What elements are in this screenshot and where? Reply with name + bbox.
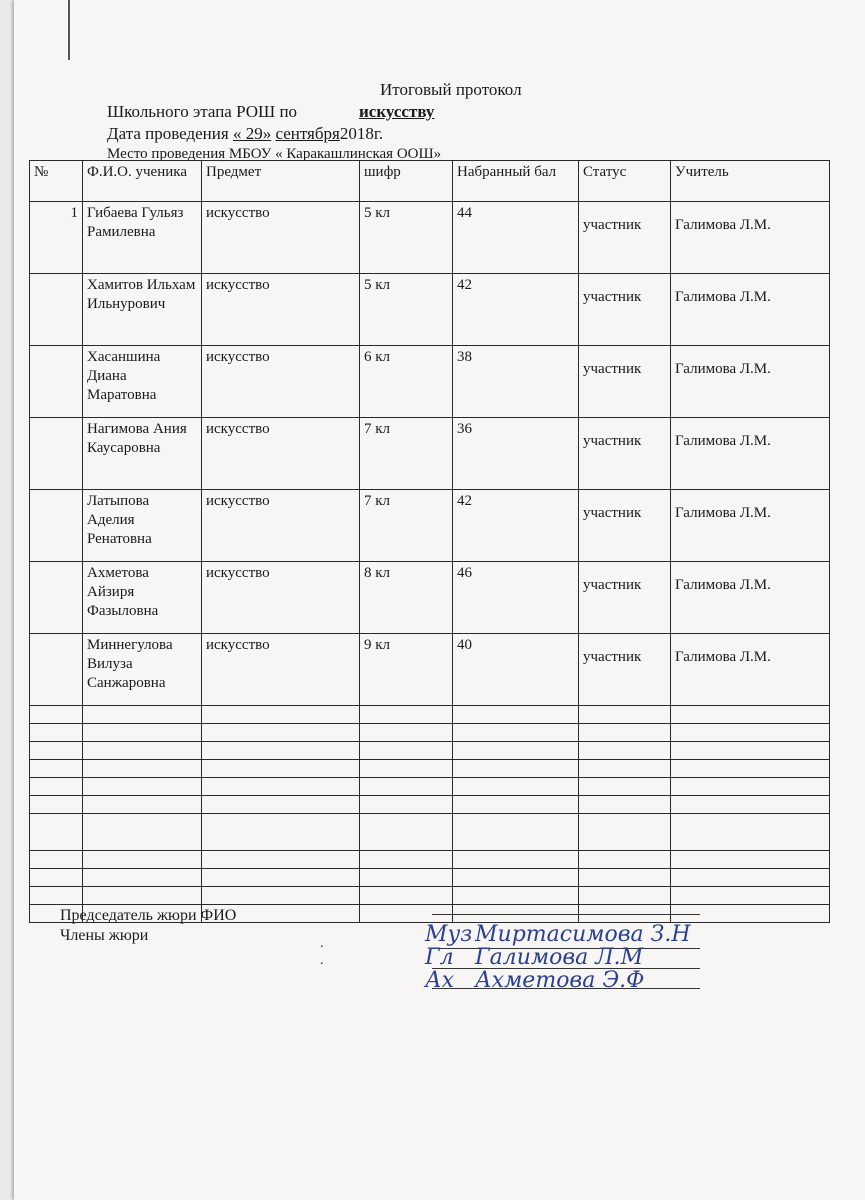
- cell-code: 5 кл: [360, 202, 453, 274]
- cell-teacher: Галимова Л.М.: [671, 562, 830, 634]
- cell-score: 36: [453, 418, 579, 490]
- handwritten-signature: Гл Галимова Л.М: [425, 945, 644, 970]
- empty-row: [30, 869, 830, 887]
- empty-row: [30, 851, 830, 869]
- cell-name: Нагимова Ания Каусаровна: [83, 418, 202, 490]
- cell-name: Миннегулова Вилуза Санжаровна: [83, 634, 202, 706]
- cell-status: участник: [579, 418, 671, 490]
- cell-teacher: Галимова Л.М.: [671, 274, 830, 346]
- table-header-row: [30, 161, 830, 202]
- cell-subject: искусство: [202, 202, 360, 274]
- empty-row: [30, 796, 830, 814]
- col-header-name: Ф.И.О. ученика: [83, 161, 202, 202]
- document-title: Итоговый протокол: [380, 80, 522, 99]
- cell-teacher: Галимова Л.М.: [671, 418, 830, 490]
- cell-number: [30, 562, 83, 634]
- col-header-subject: Предмет: [202, 161, 360, 202]
- dot-mark: .: [320, 953, 324, 968]
- cell-status: участник: [579, 634, 671, 706]
- col-header-status: Статус: [579, 161, 671, 202]
- cell-name: Латыпова Аделия Ренатовна: [83, 490, 202, 562]
- table-row: [30, 274, 830, 346]
- stage-label: Школьного этапа РОШ по: [107, 102, 298, 121]
- empty-row: [30, 887, 830, 905]
- dot-mark: .: [320, 936, 324, 951]
- cell-subject: искусство: [202, 274, 360, 346]
- date-line: [107, 124, 383, 144]
- cell-number: [30, 634, 83, 706]
- page-edge-line: [68, 0, 70, 60]
- cell-subject: искусство: [202, 346, 360, 418]
- handwritten-signature: Ах Ахметова Э.Ф: [425, 968, 645, 993]
- date-month: сентября: [275, 124, 340, 143]
- cell-score: 44: [453, 202, 579, 274]
- cell-status: участник: [579, 202, 671, 274]
- cell-score: 38: [453, 346, 579, 418]
- date-label: Дата проведения: [107, 124, 229, 143]
- cell-teacher: Галимова Л.М.: [671, 346, 830, 418]
- jury-chair-label: Председатель жюри ФИО: [60, 907, 237, 924]
- empty-row: [30, 778, 830, 796]
- col-header-score: Набранный бал: [453, 161, 579, 202]
- jury-members-label: Члены жюри: [60, 927, 149, 944]
- table-row: [30, 418, 830, 490]
- cell-number: [30, 490, 83, 562]
- cell-subject: искусство: [202, 562, 360, 634]
- cell-name: Ахметова Айзиря Фазыловна: [83, 562, 202, 634]
- cell-status: участник: [579, 274, 671, 346]
- col-header-number: №: [30, 161, 83, 202]
- table-row: [30, 562, 830, 634]
- cell-subject: искусство: [202, 490, 360, 562]
- cell-score: 42: [453, 490, 579, 562]
- cell-code: 6 кл: [360, 346, 453, 418]
- col-header-teacher: Учитель: [671, 161, 830, 202]
- results-table: [29, 160, 830, 923]
- empty-row: [30, 814, 830, 851]
- cell-code: 9 кл: [360, 634, 453, 706]
- empty-row: [30, 724, 830, 742]
- col-header-code: шифр: [360, 161, 453, 202]
- cell-name: Хасаншина Диана Маратовна: [83, 346, 202, 418]
- signature-line: [432, 914, 700, 915]
- table-row: [30, 346, 830, 418]
- cell-number: [30, 418, 83, 490]
- cell-score: 46: [453, 562, 579, 634]
- cell-name: Хамитов Ильхам Ильнурович: [83, 274, 202, 346]
- cell-name: Гибаева Гульяз Рамилевна: [83, 202, 202, 274]
- empty-row: [30, 760, 830, 778]
- handwritten-signature: Муз Миртасимова З.Н: [425, 922, 691, 947]
- cell-score: 42: [453, 274, 579, 346]
- cell-subject: искусство: [202, 418, 360, 490]
- cell-status: участник: [579, 490, 671, 562]
- cell-score: 40: [453, 634, 579, 706]
- date-year: 2018г.: [339, 124, 384, 143]
- date-day: « 29»: [232, 124, 272, 143]
- cell-status: участник: [579, 346, 671, 418]
- cell-code: 8 кл: [360, 562, 453, 634]
- table-row: [30, 490, 830, 562]
- cell-code: 7 кл: [360, 490, 453, 562]
- cell-teacher: Галимова Л.М.: [671, 490, 830, 562]
- cell-number: [30, 274, 83, 346]
- subject-name: искусству: [359, 102, 435, 121]
- venue-line: Место проведения МБОУ « Каракашлинская ООШ»: [107, 146, 442, 162]
- cell-teacher: Галимова Л.М.: [671, 634, 830, 706]
- cell-code: 5 кл: [360, 274, 453, 346]
- stage-line: [107, 102, 435, 122]
- cell-teacher: Галимова Л.М.: [671, 202, 830, 274]
- cell-number: 1: [30, 202, 83, 274]
- cell-number: [30, 346, 83, 418]
- table-row: [30, 634, 830, 706]
- empty-row: [30, 742, 830, 760]
- empty-row: [30, 706, 830, 724]
- cell-code: 7 кл: [360, 418, 453, 490]
- cell-status: участник: [579, 562, 671, 634]
- cell-subject: искусство: [202, 634, 360, 706]
- table-row: [30, 202, 830, 274]
